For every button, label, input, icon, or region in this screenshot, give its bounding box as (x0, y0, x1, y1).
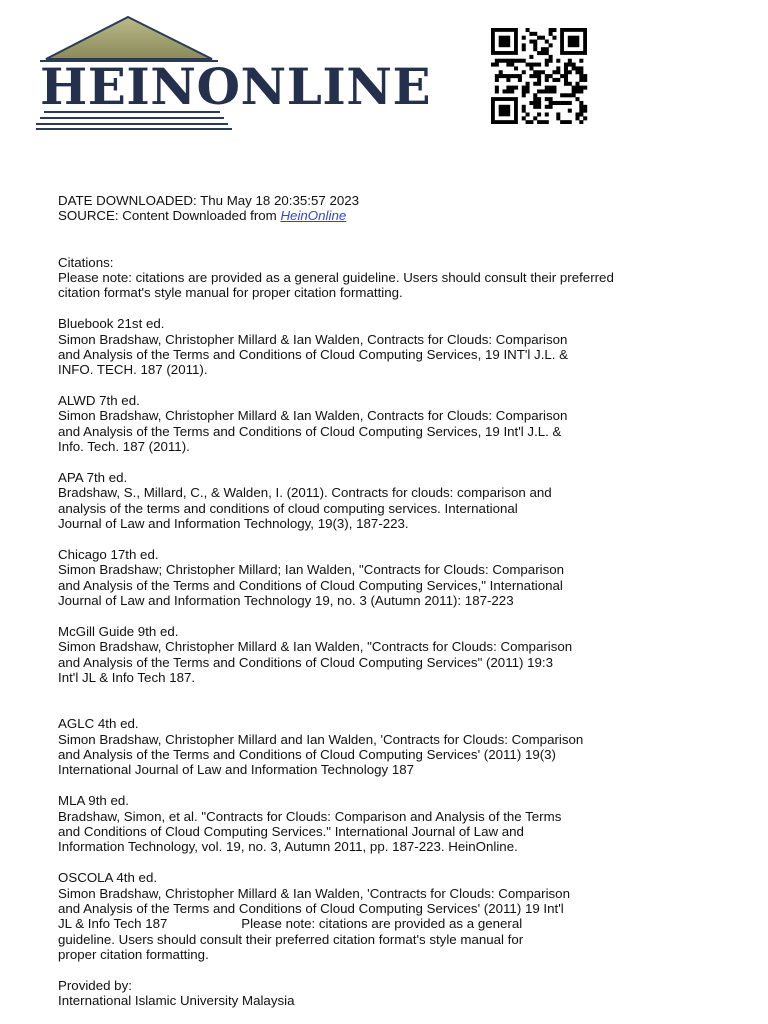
citation-text-line: guideline. Users should consult their preferred citation format's style manual for (58, 931, 524, 947)
citation-text-line: and Conditions of Cloud Computing Services." International Journal of Law and (58, 824, 524, 840)
citation-style: OSCOLA 4th ed. (58, 870, 158, 886)
citation-text-line: Simon Bradshaw, Christopher Millard & Ian Walden, 'Contracts for Clouds: Comparison (58, 885, 570, 901)
logo-wordmark: HEINONLINE (40, 57, 428, 116)
citation-text-line: Simon Bradshaw; Christopher Millard; Ian Walden, "Contracts for Clouds: Comparison (58, 562, 565, 578)
citation-text-line: Simon Bradshaw, Christopher Millard & Ian Walden, Contracts for Clouds: Comparison (58, 408, 568, 424)
citation-text-line: International Journal of Law and Information Technology 187 (58, 762, 415, 778)
citations-note-line: Please note: citations are provided as a general guideline. Users should consult their preferred (58, 269, 614, 285)
source-line (58, 208, 738, 223)
citation-style: Chicago 17th ed. (58, 547, 159, 562)
citation-text-line: and Analysis of the Terms and Conditions of Cloud Computing Services, 19 Int'l J.L. & (58, 423, 562, 439)
citation-style: APA 7th ed. (58, 470, 128, 486)
citation-text-line: Bradshaw, Simon, et al. "Contracts for Clouds: Comparison and Analysis of the Terms (58, 808, 562, 824)
document-body (58, 193, 738, 1009)
citation-style: McGill Guide 9th ed. (58, 623, 179, 639)
citation-text-line: and Analysis of the Terms and Conditions of Cloud Computing Services" (2011) 19:3 (58, 654, 554, 670)
citation-block (58, 470, 738, 532)
qr-code-icon (487, 28, 591, 124)
source-prefix: SOURCE: Content Downloaded from (58, 208, 281, 224)
citation-text-line: and Analysis of the Terms and Conditions of Cloud Computing Services," International (58, 577, 563, 593)
citation-text-line: and Analysis of the Terms and Conditions of Cloud Computing Services' (2011) 19 Int'l (58, 901, 564, 916)
citation-text-line: JL & Info Tech 187 Please note: citations are provided as a general (58, 916, 523, 932)
citations-note-line: citation format's style manual for proper citation formatting. (58, 285, 403, 301)
citation-text-line: Int'l JL & Info Tech 187. (58, 670, 196, 686)
citation-text-line: Journal of Law and Information Technology, 19(3), 187-223. (58, 516, 409, 532)
citation-style: ALWD 7th ed. (58, 393, 140, 409)
citation-text-line: Information Technology, vol. 19, no. 3, Autumn 2011, pp. 187-223. HeinOnline. (58, 839, 518, 855)
citation-style: AGLC 4th ed. (58, 716, 139, 732)
citation-text-line: Simon Bradshaw, Christopher Millard & Ian Walden, Contracts for Clouds: Comparison (58, 331, 568, 347)
provided-by-institution: International Islamic University Malaysia (58, 993, 295, 1009)
citation-block (58, 793, 738, 855)
citation-text-line: Bradshaw, S., Millard, C., & Walden, I. (2011). Contracts for clouds: comparison and (58, 485, 552, 501)
citation-block (58, 624, 738, 686)
citation-text-line: Simon Bradshaw, Christopher Millard & Ian Walden, "Contracts for Clouds: Comparison (58, 639, 573, 655)
citation-style: Bluebook 21st ed. (58, 316, 165, 332)
citation-text-line: and Analysis of the Terms and Conditions of Cloud Computing Services' (2011) 19(3) (58, 747, 556, 763)
citations-list (58, 301, 738, 963)
provided-by-label: Provided by: (58, 977, 132, 993)
citation-text-line: and Analysis of the Terms and Conditions of Cloud Computing Services, 19 INT'l J.L. & (58, 346, 569, 362)
citation-text-line: proper citation formatting. (58, 947, 209, 963)
citation-block (58, 716, 738, 778)
citation-block (58, 547, 738, 609)
citation-text-line: Info. Tech. 187 (2011). (58, 439, 190, 455)
citations-header: Citations: (58, 254, 114, 270)
heinonline-logo (36, 14, 428, 132)
citation-block (58, 393, 738, 455)
citation-style: MLA 9th ed. (58, 793, 129, 809)
citation-block (58, 316, 738, 378)
citation-block (58, 870, 738, 962)
heinonline-link[interactable]: HeinOnline (280, 208, 347, 224)
citation-text-line: analysis of the terms and conditions of cloud computing services. International (58, 500, 518, 516)
citation-text-line: Journal of Law and Information Technology 19, no. 3 (Autumn 2011): 187-223 (58, 593, 514, 609)
citation-text-line: Simon Bradshaw, Christopher Millard and Ian Walden, 'Contracts for Clouds: Comparison (58, 731, 584, 747)
citation-text-line: INFO. TECH. 187 (2011). (58, 362, 208, 378)
date-downloaded: DATE DOWNLOADED: Thu May 18 20:35:57 2023 (58, 193, 360, 208)
